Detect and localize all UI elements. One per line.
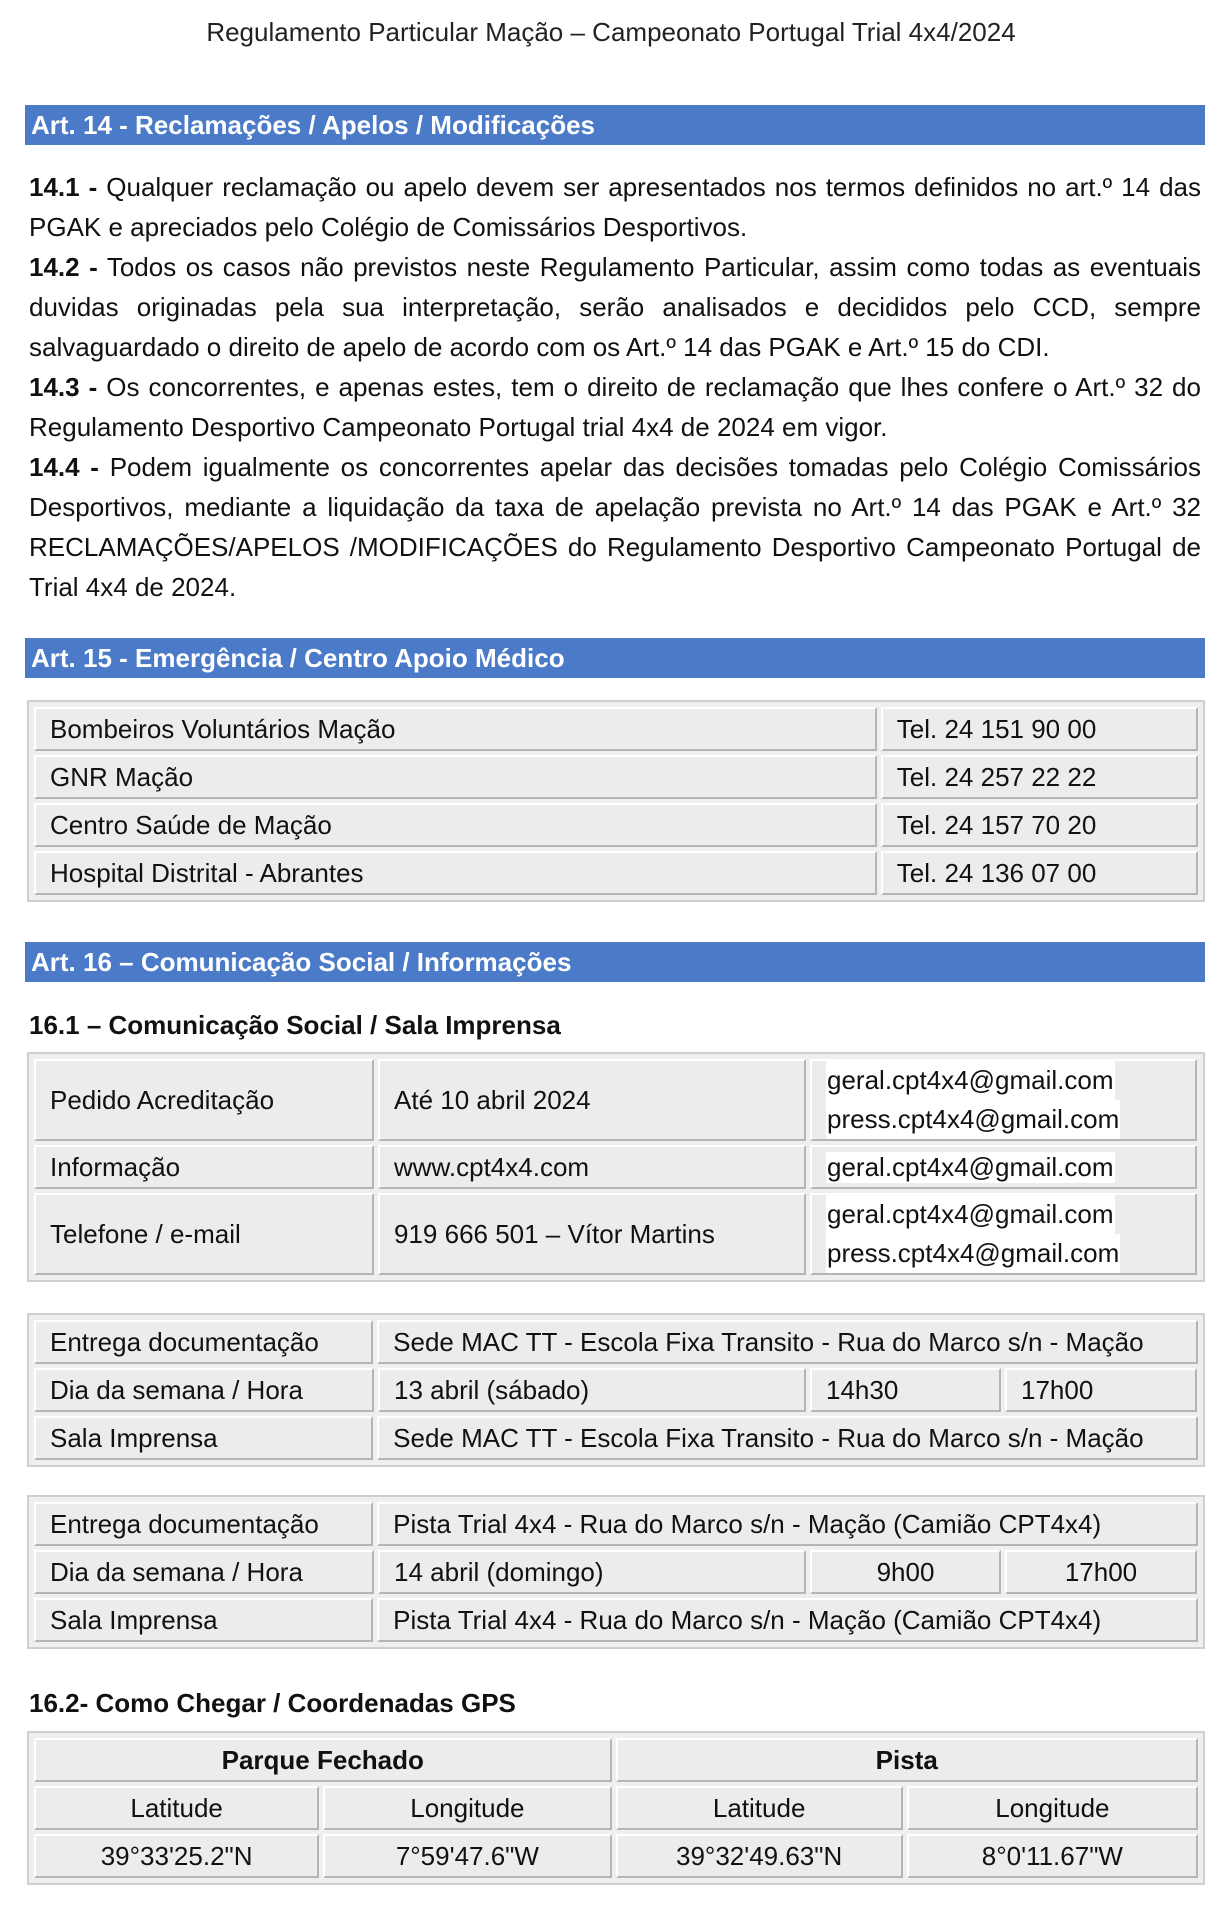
clause-number: 14.2 - — [29, 252, 98, 282]
clause-text: Os concorrentes, e apenas estes, tem o direito de reclamação que lhes confere o Art.º 32 do Regulamento Desportivo Campeonato Portugal trial 4x4 de 2024 em vigor. — [29, 372, 1201, 442]
contact-phone: Tel. 24 151 90 00 — [881, 707, 1198, 751]
schedule-value: Sede MAC TT - Escola Fixa Transito - Rua do Marco s/n - Mação — [377, 1416, 1198, 1460]
table-row — [32, 1143, 1200, 1191]
gps-group-track: Pista — [616, 1738, 1199, 1782]
section-heading-art14: Art. 14 - Reclamações / Apelos / Modificações — [25, 105, 1205, 145]
media-value: Até 10 abril 2024 — [378, 1059, 806, 1141]
table-row — [32, 1366, 1200, 1414]
schedule-label: Dia da semana / Hora — [34, 1368, 374, 1412]
schedule-label: Sala Imprensa — [34, 1416, 373, 1460]
schedule-label: Entrega documentação — [34, 1320, 373, 1364]
page-header: Regulamento Particular Mação – Campeonato Portugal Trial 4x4/2024 — [206, 17, 1016, 47]
paragraph-14-1 — [29, 167, 1201, 247]
schedule-end: 17h00 — [1005, 1368, 1197, 1412]
contact-phone: Tel. 24 136 07 00 — [881, 851, 1198, 895]
gps-col-longitude: Longitude — [907, 1786, 1198, 1830]
table-row — [32, 801, 1200, 849]
schedule-table-day2 — [27, 1495, 1205, 1649]
gps-table — [27, 1731, 1205, 1885]
contact-name: Centro Saúde de Mação — [34, 803, 877, 847]
schedule-start: 14h30 — [810, 1368, 1001, 1412]
media-emails — [810, 1193, 1197, 1275]
email-link[interactable]: geral.cpt4x4@gmail.com — [826, 1195, 1115, 1234]
table-row — [32, 849, 1200, 897]
clause-text: Qualquer reclamação ou apelo devem ser apresentados nos termos definidos no art.º 14 das PGAK e apreciados pelo Colégio de Comissários Desportivos. — [29, 172, 1201, 242]
gps-col-latitude: Latitude — [616, 1786, 903, 1830]
table-row — [32, 1736, 1200, 1784]
gps-group-park: Parque Fechado — [34, 1738, 612, 1782]
media-value: 919 666 501 – Vítor Martins — [378, 1193, 806, 1275]
table-row — [32, 1191, 1200, 1277]
table-row — [32, 1832, 1200, 1880]
schedule-value: Pista Trial 4x4 - Rua do Marco s/n - Mação (Camião CPT4x4) — [377, 1502, 1198, 1546]
table-row — [32, 1414, 1200, 1462]
media-label: Informação — [34, 1145, 374, 1189]
schedule-table-day1 — [27, 1313, 1205, 1467]
park-latitude: 39°33'25.2"N — [34, 1834, 319, 1878]
gps-col-longitude: Longitude — [323, 1786, 611, 1830]
email-link[interactable]: press.cpt4x4@gmail.com — [826, 1100, 1120, 1139]
media-emails — [810, 1145, 1197, 1189]
schedule-label: Entrega documentação — [34, 1502, 373, 1546]
email-link[interactable]: geral.cpt4x4@gmail.com — [827, 1151, 1114, 1182]
section-heading-art15: Art. 15 - Emergência / Centro Apoio Médico — [25, 638, 1205, 678]
media-label: Pedido Acreditação — [34, 1059, 374, 1141]
table-row — [32, 705, 1200, 753]
schedule-end: 17h00 — [1005, 1550, 1197, 1594]
subsection-16-2: 16.2- Como Chegar / Coordenadas GPS — [29, 1688, 516, 1718]
paragraph-14-2 — [29, 247, 1201, 367]
media-table — [27, 1052, 1205, 1282]
clause-number: 14.4 - — [29, 452, 99, 482]
park-longitude: 7°59'47.6"W — [323, 1834, 611, 1878]
contact-name: GNR Mação — [34, 755, 877, 799]
table-row — [32, 1548, 1200, 1596]
email-link[interactable]: press.cpt4x4@gmail.com — [826, 1234, 1120, 1273]
schedule-label: Dia da semana / Hora — [34, 1550, 374, 1594]
media-emails — [810, 1059, 1197, 1141]
email-link[interactable]: geral.cpt4x4@gmail.com — [826, 1061, 1115, 1100]
schedule-label: Sala Imprensa — [34, 1598, 373, 1642]
contact-name: Hospital Distrital - Abrantes — [34, 851, 877, 895]
table-row — [32, 1784, 1200, 1832]
table-row — [32, 1318, 1200, 1366]
table-row — [32, 1500, 1200, 1548]
schedule-value: Sede MAC TT - Escola Fixa Transito - Rua do Marco s/n - Mação — [377, 1320, 1198, 1364]
schedule-day: 14 abril (domingo) — [378, 1550, 806, 1594]
section-heading-art16: Art. 16 – Comunicação Social / Informações — [25, 942, 1205, 982]
clause-text: Todos os casos não previstos neste Regulamento Particular, assim como todas as eventuais duvidas originadas pela sua interpretação, serão analisados e decididos pelo CCD, sempre salvaguardado o direito de apelo de acordo com os Art.º 14 das PGAK e Art.º 15 do CDI. — [29, 252, 1201, 362]
table-row — [32, 1596, 1200, 1644]
contact-name: Bombeiros Voluntários Mação — [34, 707, 877, 751]
clause-number: 14.1 - — [29, 172, 98, 202]
track-longitude: 8°0'11.67"W — [907, 1834, 1198, 1878]
track-latitude: 39°32'49.63"N — [616, 1834, 903, 1878]
paragraph-14-3 — [29, 367, 1201, 447]
schedule-start: 9h00 — [810, 1550, 1001, 1594]
subsection-16-1: 16.1 – Comunicação Social / Sala Imprensa — [29, 1010, 561, 1040]
schedule-value: Pista Trial 4x4 - Rua do Marco s/n - Mação (Camião CPT4x4) — [377, 1598, 1198, 1642]
table-row — [32, 753, 1200, 801]
schedule-day: 13 abril (sábado) — [378, 1368, 806, 1412]
media-label: Telefone / e-mail — [34, 1193, 374, 1275]
contact-phone: Tel. 24 157 70 20 — [881, 803, 1198, 847]
paragraph-14-4 — [29, 447, 1201, 607]
emergency-table — [27, 700, 1205, 902]
clause-number: 14.3 - — [29, 372, 98, 402]
clause-text: Podem igualmente os concorrentes apelar das decisões tomadas pelo Colégio Comissários Desportivos, mediante a liquidação da taxa de apelação prevista no Art.º 14 das PGAK e Art.º 32 RECLAMAÇÕES/APELOS /MODIFICAÇÕES do Regulamento Desportivo Campeonato Portugal de Trial 4x4 de 2024. — [29, 452, 1201, 602]
gps-col-latitude: Latitude — [34, 1786, 319, 1830]
art14-text — [29, 167, 1201, 607]
table-row — [32, 1057, 1200, 1143]
website-link[interactable]: www.cpt4x4.com — [378, 1145, 806, 1189]
contact-phone: Tel. 24 257 22 22 — [881, 755, 1198, 799]
